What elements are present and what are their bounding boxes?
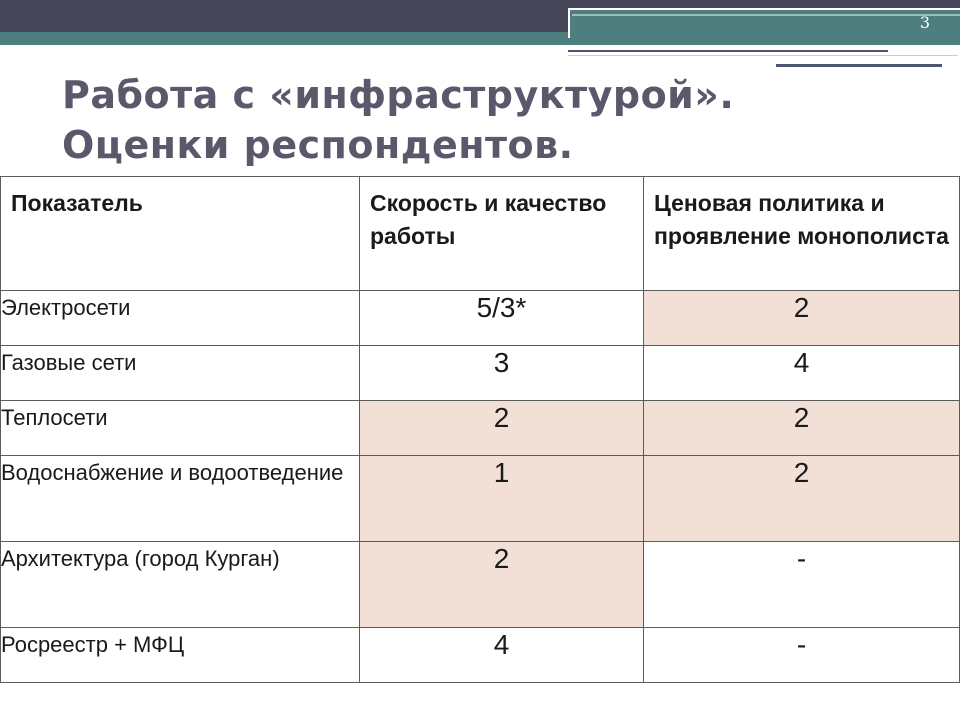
table-header-row	[1, 177, 960, 291]
header-decor-line	[572, 14, 960, 16]
row-price-value: -	[644, 542, 960, 628]
row-price-value: 2	[644, 401, 960, 456]
row-indicator: Росреестр + МФЦ	[1, 628, 360, 683]
table-row	[1, 628, 960, 683]
slide-title-line-1: Работа с «инфраструктурой».	[62, 73, 735, 117]
row-speed-value: 5/3*	[360, 291, 644, 346]
row-speed-value: 2	[360, 401, 644, 456]
row-price-value: 4	[644, 346, 960, 401]
header-decor-box	[568, 8, 960, 38]
row-speed-value: 3	[360, 346, 644, 401]
table-row	[1, 456, 960, 542]
row-indicator: Водоснабжение и водоотведение	[1, 456, 360, 542]
row-indicator: Теплосети	[1, 401, 360, 456]
table-row	[1, 542, 960, 628]
table-row	[1, 346, 960, 401]
row-indicator: Газовые сети	[1, 346, 360, 401]
row-price-value: 2	[644, 456, 960, 542]
slide-number: 3	[919, 13, 930, 32]
decor-line	[568, 55, 958, 56]
slide-title	[62, 70, 942, 170]
header-price-policy: Ценовая политика и проявление монополиста	[644, 177, 960, 291]
row-speed-value: 4	[360, 628, 644, 683]
header-indicator: Показатель	[1, 177, 360, 291]
slide-title-line-2: Оценки респондентов.	[62, 123, 574, 167]
row-indicator: Электросети	[1, 291, 360, 346]
header-speed-quality: Скорость и качество работы	[360, 177, 644, 291]
table-row	[1, 401, 960, 456]
row-speed-value: 1	[360, 456, 644, 542]
decor-line	[776, 64, 942, 67]
row-indicator: Архитектура (город Курган)	[1, 542, 360, 628]
table-row	[1, 291, 960, 346]
row-speed-value: 2	[360, 542, 644, 628]
row-price-value: 2	[644, 291, 960, 346]
decor-line	[568, 50, 888, 52]
ratings-table	[0, 176, 960, 683]
row-price-value: -	[644, 628, 960, 683]
